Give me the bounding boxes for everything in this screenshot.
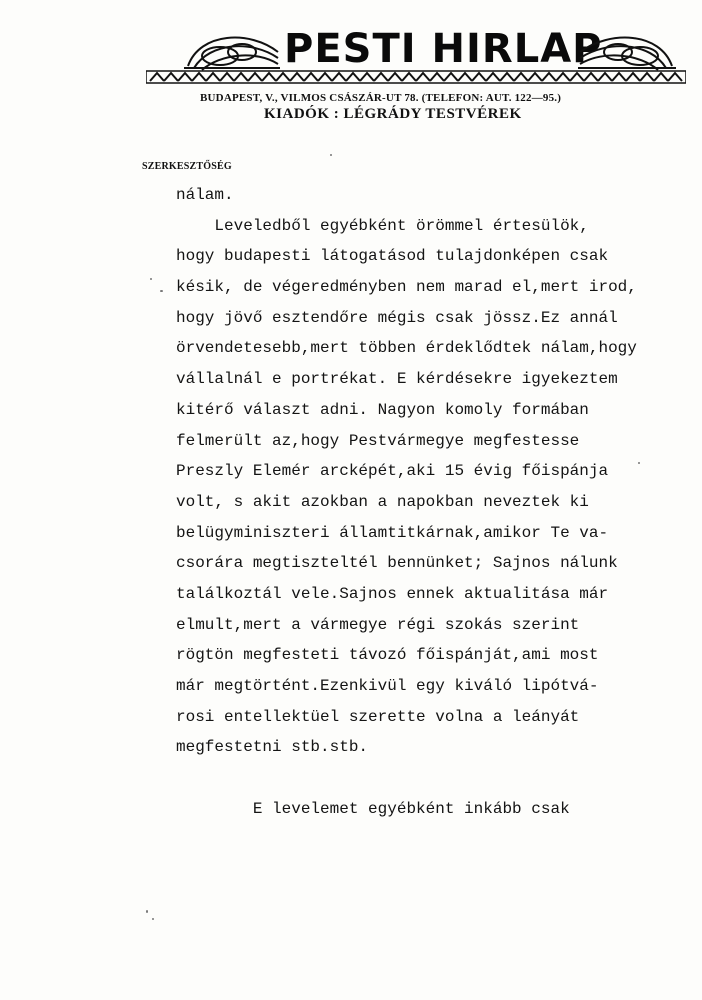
address-line: BUDAPEST, V., VILMOS CSÁSZÁR-UT 78. (TELEFON: AUT. 122—95.)	[200, 92, 562, 104]
letter-line: volt, s akit azokban a napokban neveztek ki	[176, 492, 589, 511]
scan-speck	[152, 918, 154, 920]
letter-line: elmult,mert a vármegye régi szokás szerint	[176, 615, 580, 634]
left-ornament-icon	[184, 38, 280, 70]
letter-line: hogy jövő esztendőre mégis csak jössz.Ez annál	[176, 308, 618, 327]
letter-line: találkoztál vele.Sajnos ennek aktualitása már	[176, 584, 609, 603]
newspaper-title: PESTI HIRLAP	[284, 26, 603, 72]
scan-speck	[150, 278, 152, 280]
letter-line: rosi entellektüel szerette volna a leányát	[176, 707, 580, 726]
letter-line: megfestetni stb.stb.	[176, 738, 369, 757]
letter-line: csorára megtiszteltél bennünket; Sajnos nálunk	[176, 554, 618, 573]
letter-line: örvendetesebb,mert többen érdeklődtek nálam,hogy	[176, 339, 637, 358]
letter-line: vállalnál e portrékat. E kérdésekre igyekeztem	[176, 370, 618, 389]
letter-body	[176, 180, 676, 824]
letter-line: hogy budapesti látogatásod tulajdonképen csak	[176, 247, 609, 266]
department-label: SZERKESZTŐSÉG	[142, 161, 232, 172]
letter-line: E levelemet egyébként inkább csak	[176, 799, 570, 818]
scan-speck	[146, 910, 148, 913]
letter-line: Preszly Elemér arcképét,aki 15 évig főispánja	[176, 462, 609, 481]
letter-line: kitérő választ adni. Nagyon komoly formában	[176, 400, 589, 419]
letter-line	[176, 763, 676, 794]
letter-line: rögtön megfesteti távozó főispánját,ami most	[176, 646, 599, 665]
letter-line: nálam.	[176, 186, 234, 204]
decorative-border	[146, 70, 686, 84]
letter-line: késik, de végeredményben nem marad el,mert irod,	[176, 278, 637, 297]
scan-speck	[638, 462, 640, 464]
letter-line: felmerült az,hogy Pestvármegye megfestesse	[176, 431, 580, 450]
scan-speck	[330, 154, 332, 156]
letter-line: Leveledből egyébként örömmel értesülök,	[176, 216, 589, 235]
scan-speck	[160, 290, 163, 292]
letter-line: már megtörtént.Ezenkivül egy kiváló lipótvá-	[176, 677, 599, 695]
letter-line: belügyminiszteri államtitkárnak,amikor Te va-	[176, 523, 609, 542]
publisher-line: KIADÓK : LÉGRÁDY TESTVÉREK	[264, 106, 522, 122]
